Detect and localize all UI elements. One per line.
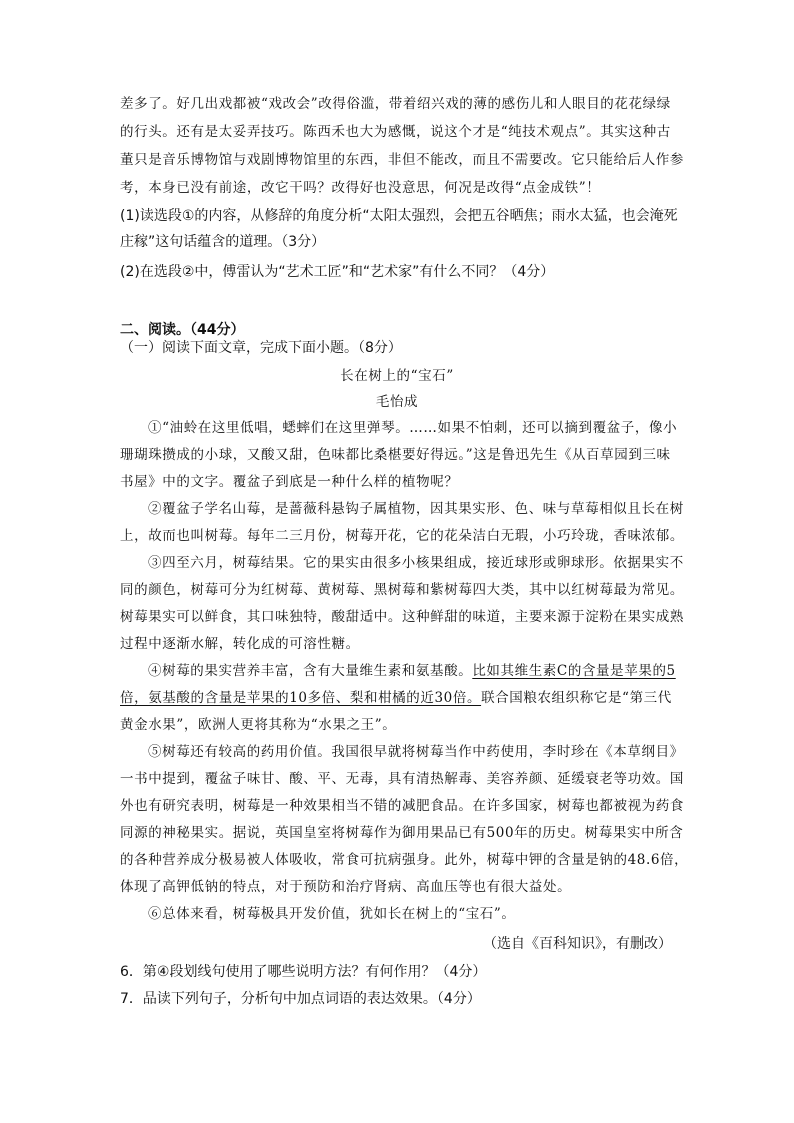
question-7: 7．品读下列句子，分析句中加点词语的表达效果。（4分） — [120, 991, 481, 1007]
section-subheading: （一）阅读下面文章，完成下面小题。（8分） — [120, 340, 402, 356]
passage-line: 差多了。好几出戏都被“戏改会”改得俗滥，带着绍兴戏的薄的感伤儿和人眼目的花花绿绿 — [120, 96, 671, 112]
paragraph-1-line: 书屋》中的文字。覆盆子到底是一种什么样的植物呢？ — [120, 474, 459, 490]
article-title: 长在树上的“宝石” — [340, 368, 454, 384]
paragraph-4-text: ④树莓的果实营养丰富，含有大量维生素和氨基酸。 — [148, 663, 473, 679]
paragraph-3-line: ③四至六月，树莓结果。它的果实由很多小核果组成，接近球形或卵球形。依据果实不 — [148, 555, 684, 571]
paragraph-4-line — [148, 661, 676, 681]
underlined-sentence: 倍，氨基酸的含量是苹果的10多倍、梨和柑橘的近30倍。 — [120, 690, 482, 706]
underlined-sentence: 比如其维生素C的含量是苹果的5 — [472, 663, 676, 679]
paragraph-5-line: 同源的神秘果实。据说，英国皇室将树莓作为御用果品已有500年的历史。树莓果实中所含 — [120, 825, 684, 841]
question-6: 6．第④段划线句使用了哪些说明方法？有何作用？（4分） — [120, 964, 487, 980]
paragraph-4-line: 黄金水果”，欧洲人更将其称为“水果之王”。 — [120, 717, 397, 733]
paragraph-1-line: 珊瑚珠攒成的小球，又酸又甜，色味都比桑椹要好得远。”这是鲁迅先生《从百草园到三味 — [120, 447, 671, 463]
paragraph-5-line: 一书中提到，覆盆子味甘、酸、平、无毒，具有清热解毒、美容养颜、延缓衰老等功效。国 — [120, 771, 684, 787]
paragraph-4-text: 联合国粮农组织称它是“第三代 — [481, 690, 672, 706]
paragraph-5-line: ⑤树莓还有较高的药用价值。我国很早就将树莓当作中药使用，李时珍在《本草纲目》 — [148, 744, 684, 760]
question-2: (2)在选段②中，傅雷认为“艺术工匠”和“艺术家”有什么不同？（4分） — [120, 264, 555, 280]
article-author: 毛怡成 — [375, 394, 419, 410]
article-source: （选自《百科知识》，有删改） — [483, 936, 672, 952]
paragraph-5-line: 外也有研究表明，树莓是一种效果相当不错的减肥食品。在许多国家，树莓也都被视为药食 — [120, 798, 684, 814]
section-heading: 二、阅读。（44分） — [120, 322, 245, 338]
paragraph-6: ⑥总体来看，树莓极具开发价值，犹如长在树上的“宝石”。 — [148, 906, 516, 922]
paragraph-5-line: 体现了高钾低钠的特点，对于预防和治疗肾病、高血压等也有很大益处。 — [120, 879, 572, 895]
passage-line: 董只是音乐博物馆与戏剧博物馆里的东西，非但不能改，而且不需要改。它只能给后人作参 — [120, 152, 684, 168]
passage-line: 考，本身已没有前途，改它干吗？改得好也没意思，何况是改得“点金成铁”！ — [120, 180, 601, 196]
paragraph-5-line: 的各种营养成分极易被人体吸收，常食可抗病强身。此外，树莓中钾的含量是钠的48.6倍， — [120, 852, 689, 868]
paragraph-1-line: ①“油蛉在这里低唱，蟋蟀们在这里弹琴。……如果不怕刺，还可以摘到覆盆子，像小 — [148, 420, 678, 436]
paragraph-2-line: ②覆盆子学名山莓，是蔷薇科悬钩子属植物，因其果实形、色、味与草莓相似且长在树 — [148, 501, 684, 517]
question-1-line: 庄稼”这句话蕴含的道理。（3分） — [120, 234, 326, 250]
paragraph-2-line: 上，故而也叫树莓。每年二三月份，树莓开花，它的花朵洁白无瑕，小巧玲珑，香味浓郁。 — [120, 528, 684, 544]
paragraph-4-line — [120, 688, 672, 708]
passage-line: 的行头。还有是太妥弄技巧。陈西禾也大为感慨，说这个才是“纯技术观点”。其实这种古 — [120, 124, 671, 140]
paragraph-3-line: 过程中逐渐水解，转化成的可溶性糖。 — [120, 636, 360, 652]
question-1-line: (1)读选段①的内容，从修辞的角度分析“太阳太强烈，会把五谷晒焦；雨水太猛，也会淹死 — [120, 208, 678, 224]
paragraph-3-line: 同的颜色，树莓可分为红树莓、黄树莓、黑树莓和紫树莓四大类，其中以红树莓最为常见。 — [120, 582, 684, 598]
paragraph-3-line: 树莓果实可以鲜食，其口味独特，酸甜适中。这种鲜甜的味道，主要来源于淀粉在果实成熟 — [120, 609, 684, 625]
